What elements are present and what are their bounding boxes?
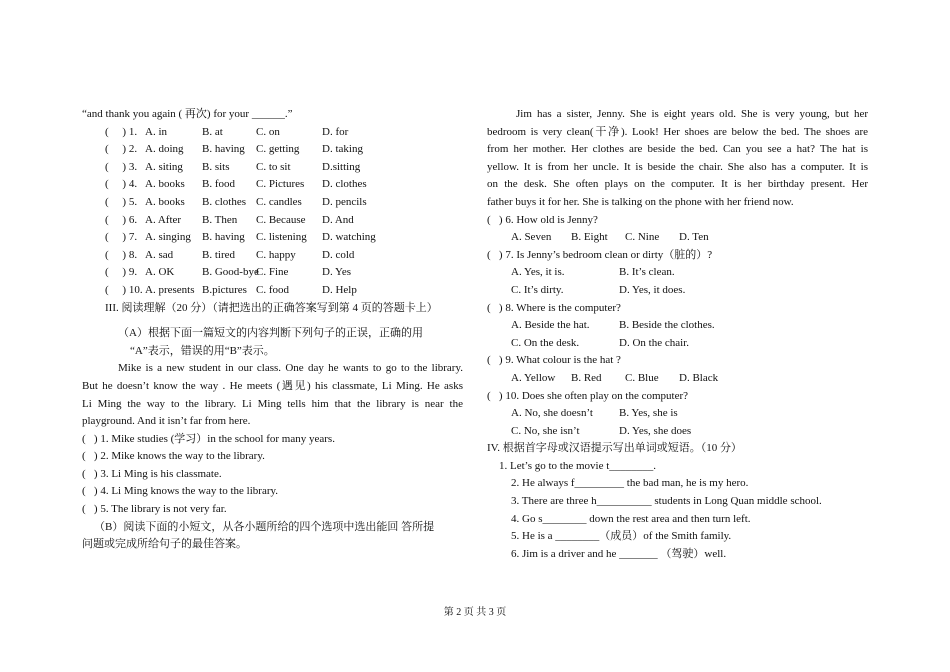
answer-option: C. candles <box>256 195 302 208</box>
cloze-question <box>82 212 463 230</box>
answer-option: C. getting <box>256 143 300 156</box>
fill-question: 6. Jim is a driver and he _______ （驾驶）well. <box>511 547 727 560</box>
answer-option: D. pencils <box>322 195 367 208</box>
answer-option: D. watching <box>322 231 376 244</box>
question-number: ( ) 10. <box>105 283 143 296</box>
answer-option: A. presents <box>145 283 195 296</box>
answer-option: C. Because <box>256 213 306 226</box>
answer-option: B. Then <box>202 213 238 226</box>
cloze-question <box>82 229 463 247</box>
answer-option: B. Beside the clothes. <box>619 319 715 332</box>
answer-option: D. clothes <box>322 178 367 191</box>
answer-option: C. Fine <box>256 266 289 279</box>
answer-option: B. Good-bye <box>202 266 259 279</box>
answer-option: B. clothes <box>202 195 246 208</box>
mc-options <box>487 335 868 353</box>
answer-option: A. Yes, it is. <box>511 266 565 279</box>
left-column <box>82 106 463 554</box>
answer-option: A. books <box>145 178 185 191</box>
answer-option: A. siting <box>145 160 183 173</box>
part-b-instruction-cont: 问题或完成所给句子的最佳答案。 <box>82 538 247 551</box>
answer-option: C. No, she isn’t <box>511 424 580 437</box>
part-a-instruction: （A）根据下面一篇短文的内容判断下列句子的正误，正确的用 <box>118 327 423 340</box>
answer-option: B. having <box>202 143 245 156</box>
tf-question: ( ) 2. Mike knows the way to the library. <box>82 450 265 463</box>
answer-option: A. Seven <box>511 231 552 244</box>
question-number: ( ) 8. <box>105 248 138 261</box>
answer-option: D. taking <box>322 143 363 156</box>
answer-option: A. Yellow <box>511 371 556 384</box>
mc-options <box>487 423 868 441</box>
cloze-question <box>82 176 463 194</box>
mc-options <box>487 370 868 388</box>
mc-options <box>487 264 868 282</box>
cloze-question <box>82 194 463 212</box>
answer-option: A. sad <box>145 248 174 261</box>
part-b-instruction: （B）阅读下面的小短文，从各小题所给的四个选项中选出能回 答所提 <box>94 520 435 533</box>
tf-question: ( ) 1. Mike studies (学习）in the school for many years. <box>82 432 335 445</box>
mc-options <box>487 282 868 300</box>
part-a-instruction-cont: “A”表示，错误的用“B”表示。 <box>130 344 275 357</box>
answer-option: D. And <box>322 213 354 226</box>
question-number: ( ) 1. <box>105 125 138 138</box>
mc-question: ( ) 10. Does she often play on the computer? <box>487 389 688 402</box>
answer-option: C. Nine <box>625 231 660 244</box>
section-3-title: III. 阅读理解（20 分）（请把选出的正确答案写到第 4 页的答题卡上） <box>105 301 438 314</box>
answer-option: A. Beside the hat. <box>511 319 590 332</box>
cloze-question <box>82 247 463 265</box>
passage-b-line: from her mother. Her clothes are beside the bed. Can you see a hat? The hat is <box>487 143 868 156</box>
multiple-choice-questions <box>487 212 868 441</box>
answer-option: A. After <box>145 213 182 226</box>
answer-option: C. happy <box>256 248 296 261</box>
answer-option: B. tired <box>202 248 235 261</box>
answer-option: B. having <box>202 231 245 244</box>
passage-a <box>82 360 463 430</box>
mc-question: ( ) 8. Where is the computer? <box>487 301 621 314</box>
passage-b-line: on the desk. She often plays on the computer. It is her birthday present. Her <box>487 178 868 191</box>
answer-option: C. food <box>256 283 289 296</box>
question-number: ( ) 7. <box>105 231 138 244</box>
tf-question: ( ) 5. The library is not very far. <box>82 503 227 516</box>
answer-option: D. On the chair. <box>619 336 689 349</box>
fill-question: 1. Let’s go to the movie t________. <box>499 459 657 472</box>
answer-option: C. on <box>256 125 280 138</box>
answer-option: B. sits <box>202 160 230 173</box>
answer-option: D. Ten <box>679 231 709 244</box>
passage-b <box>487 106 868 212</box>
answer-option: D.sitting <box>322 160 361 173</box>
question-number: ( ) 6. <box>105 213 138 226</box>
answer-option: D. Yes, it does. <box>619 283 686 296</box>
passage-a-line: playground. And it isn’t far from here. <box>82 415 251 428</box>
fill-question: 2. He always f_________ the bad man, he is my hero. <box>511 477 749 490</box>
page-number: 第 2 页 共 3 页 <box>443 607 507 618</box>
fill-question: 3. There are three h__________ students in Long Quan middle school. <box>511 495 822 508</box>
answer-option: D. cold <box>322 248 355 261</box>
answer-option: A. in <box>145 125 167 138</box>
right-column <box>487 106 868 563</box>
passage-a-line: Mike is a new student in our class. One day he wants to go to the library. <box>118 362 463 375</box>
passage-b-line: father buys it for her. She is talking on the phone with her friend now. <box>487 195 794 208</box>
tf-question: ( ) 3. Li Ming is his classmate. <box>82 467 222 480</box>
answer-option: A. books <box>145 195 185 208</box>
question-number: ( ) 2. <box>105 143 138 156</box>
answer-option: B. Red <box>571 371 602 384</box>
fill-question: 4. Go s________ down the rest area and then turn left. <box>511 512 751 525</box>
answer-option: D. Help <box>322 283 357 296</box>
answer-option: D. Yes <box>322 266 352 279</box>
answer-option: B. Eight <box>571 231 608 244</box>
answer-option: C. Pictures <box>256 178 305 191</box>
answer-option: C. listening <box>256 231 307 244</box>
answer-option: D. for <box>322 125 349 138</box>
answer-option: B. food <box>202 178 235 191</box>
cloze-options <box>82 124 463 300</box>
answer-option: B. at <box>202 125 223 138</box>
question-number: ( ) 9. <box>105 266 138 279</box>
answer-option: A. doing <box>145 143 184 156</box>
question-number: ( ) 5. <box>105 195 138 208</box>
answer-option: D. Black <box>679 371 719 384</box>
question-number: ( ) 3. <box>105 160 138 173</box>
answer-option: C. to sit <box>256 160 291 173</box>
passage-a-line: Li Ming the way to the library. Li Ming tells him that the library is near the <box>82 397 463 410</box>
passage-b-line: bedroom is very clean(干净). Look! Her shoes are below the bed. The shoes are <box>487 125 868 138</box>
answer-option: A. OK <box>145 266 175 279</box>
mc-options <box>487 229 868 247</box>
true-false-questions <box>82 431 463 519</box>
cloze-question <box>82 282 463 300</box>
cloze-question <box>82 124 463 142</box>
section-4-title: IV. 根据首字母或汉语提示写出单词或短语。（10 分） <box>487 442 742 455</box>
mc-question: ( ) 6. How old is Jenny? <box>487 213 598 226</box>
answer-option: A. singing <box>145 231 191 244</box>
cloze-question <box>82 159 463 177</box>
fill-question: 5. He is a ________（成员）of the Smith family. <box>511 530 732 543</box>
answer-option: B. It’s clean. <box>619 266 675 279</box>
answer-option: C. On the desk. <box>511 336 580 349</box>
cloze-question <box>82 264 463 282</box>
answer-option: C. It’s dirty. <box>511 283 564 296</box>
answer-option: C. Blue <box>625 371 659 384</box>
passage-b-line: yellow. It is from her uncle. It is beside the chair. She also has a computer. It is <box>487 160 868 173</box>
answer-option: A. No, she doesn’t <box>511 407 593 420</box>
cloze-passage-ending: “and thank you again ( 再次) for your ______.” <box>82 108 293 120</box>
answer-option: B. Yes, she is <box>619 407 678 420</box>
mc-options <box>487 405 868 423</box>
passage-a-line: But he doesn’t know the way . He meets (遇见) his classmate, Li Ming. He asks <box>82 379 463 392</box>
tf-question: ( ) 4. Li Ming knows the way to the library. <box>82 485 279 498</box>
fill-in-questions <box>487 458 868 564</box>
cloze-question <box>82 141 463 159</box>
mc-question: ( ) 7. Is Jenny’s bedroom clean or dirty（脏的）? <box>487 248 713 261</box>
answer-option: B.pictures <box>202 283 247 296</box>
mc-question: ( ) 9. What colour is the hat ? <box>487 354 621 367</box>
answer-option: D. Yes, she does <box>619 424 692 437</box>
question-number: ( ) 4. <box>105 178 138 191</box>
mc-options <box>487 317 868 335</box>
passage-b-line: Jim has a sister, Jenny. She is eight years old. She is very young, but her <box>516 108 868 120</box>
